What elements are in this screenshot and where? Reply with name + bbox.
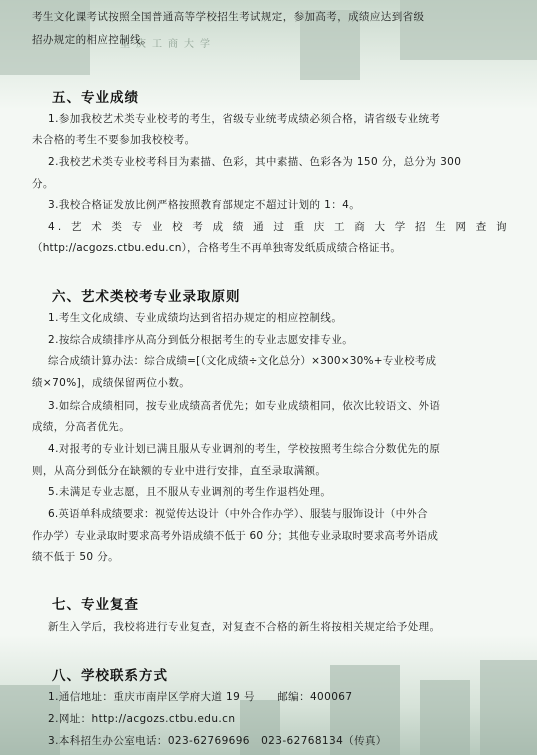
section6-item2: 2.按综合成绩排序从高分到低分根据考生的专业志愿安排专业。 — [48, 334, 354, 346]
section5-item2-line1: 2.我校艺术类专业校考科目为素描、色彩，其中素描、色彩各为 150 分，总分为 300 — [48, 156, 462, 168]
section5-item2-line2: 分。 — [32, 178, 54, 190]
section6-formula-line1: 综合成绩计算办法：综合成绩=[（文化成绩÷文化总分）×300×30%+专业校考成 — [48, 355, 437, 367]
section5-item1-line2: 未合格的考生不要参加我校校考。 — [32, 134, 196, 146]
section6-item6-line3: 绩不低于 50 分。 — [32, 551, 120, 563]
section5-heading: 五、专业成绩 — [52, 90, 139, 106]
section6-item4-line2: 则，从高分到低分在缺额的专业中进行安排，直至录取满额。 — [32, 465, 327, 477]
intro-line-1: 考生文化课考试按照全国普通高等学校招生考试规定，参加高考，成绩应达到省级 — [32, 11, 425, 23]
section6-item3-line2: 成绩，分高者优先。 — [32, 421, 131, 433]
section6-heading: 六、艺术类校考专业录取原则 — [52, 289, 241, 305]
section5-item3: 3.我校合格证发放比例严格按照教育部规定不超过计划的 1：4。 — [48, 199, 361, 211]
section8-heading: 八、学校联系方式 — [52, 668, 168, 684]
section6-item6-line2: 作办学）专业录取时要求高考外语成绩不低于 60 分；其他专业录取时要求高考外语成 — [32, 530, 439, 542]
intro-line-2: 招办规定的相应控制线。 — [32, 34, 152, 46]
section7-heading: 七、专业复查 — [52, 597, 139, 613]
gate-sign: 重庆工商大学 — [120, 39, 216, 50]
section7-text: 新生入学后，我校将进行专业复查，对复查不合格的新生将按相关规定给予处理。 — [48, 621, 441, 633]
section6-formula-line2: 绩×70%]，成绩保留两位小数。 — [32, 377, 191, 389]
section5-item4-line2: （http://acgozs.ctbu.edu.cn），合格考生不再单独寄发纸质成绩合格证书。 — [32, 242, 402, 254]
section8-phone: 3.本科招生办公室电话：023-62769696 023-62768134（传真） — [48, 735, 387, 747]
section6-item1: 1.考生文化成绩、专业成绩均达到省招办规定的相应控制线。 — [48, 312, 343, 324]
section5-item4-line1: 4. 艺 术 类 专 业 校 考 成 绩 通 过 重 庆 工 商 大 学 招 生 网 查 询 — [48, 221, 510, 233]
section5-item1-line1: 1.参加我校艺术类专业校考的考生，省级专业统考成绩必须合格，请省级专业统考 — [48, 113, 441, 125]
section6-item3-line1: 3.如综合成绩相同，按专业成绩高者优先；如专业成绩相同，依次比较语文、外语 — [48, 400, 441, 412]
section8-address: 1.通信地址：重庆市南岸区学府大道 19 号 邮编：400067 — [48, 691, 353, 703]
section8-website: 2.网址：http://acgozs.ctbu.edu.cn — [48, 713, 236, 725]
section6-item4-line1: 4.对报考的专业计划已满且服从专业调剂的考生，学校按照考生综合分数优先的原 — [48, 443, 441, 455]
section6-item6-line1: 6.英语单科成绩要求：视觉传达设计（中外合作办学）、服装与服饰设计（中外合 — [48, 508, 428, 520]
section6-item5: 5.未满足专业志愿，且不服从专业调剂的考生作退档处理。 — [48, 486, 332, 498]
